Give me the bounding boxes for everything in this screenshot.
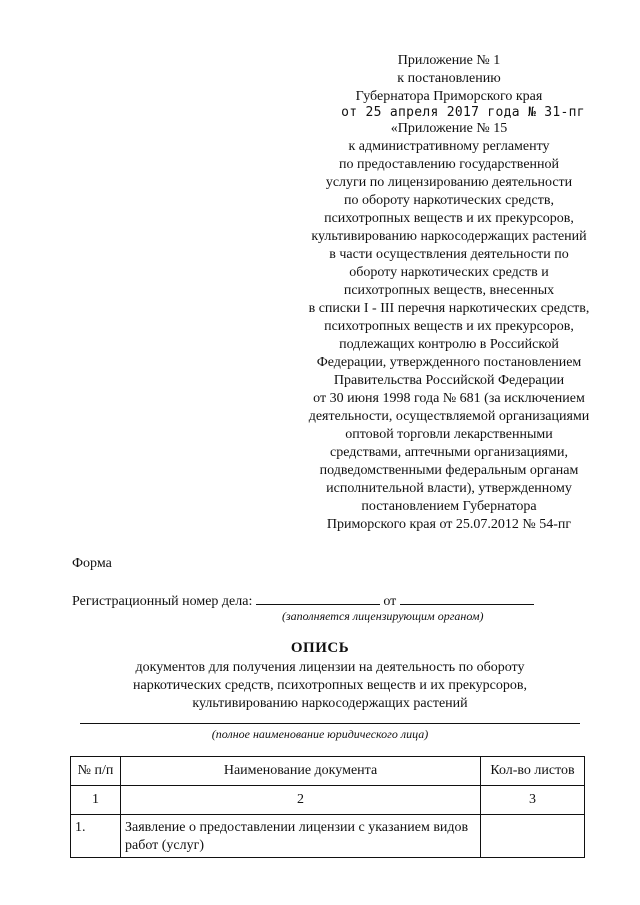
appendix-line: Федерации, утвержденного постановлением [316,355,582,370]
appendix-line: деятельности, осуществляемой организациями [308,409,590,424]
column-number: 1 [71,786,121,815]
appendix-line: в списки I - III перечня наркотических средств, [308,301,590,316]
appendix-line: Приложение № 1 [397,53,501,68]
appendix-line: Правительства Российской Федерации [333,373,565,388]
appendix-line: по обороту наркотических средств, [343,193,554,208]
appendix-line: обороту наркотических средств и [349,265,549,280]
appendix-line: услуги по лицензированию деятельности [325,175,573,190]
appendix-line: Приморского края от 25.07.2012 № 54-пг [326,517,572,532]
row-number: 1. [71,815,121,858]
appendix-line: исполнительной власти), утвержденному [326,481,572,496]
appendix-line: Губернатора Приморского края [355,89,543,104]
registration-from-label: от [383,594,397,609]
registration-note: (заполняется лицензирующим органом) [282,609,484,623]
subtitle-line: культивированию наркосодержащих растений [192,696,468,711]
row-sheet-count[interactable] [481,815,585,858]
organization-name-note: (полное наименование юридического лица) [211,727,429,741]
registration-number-field[interactable] [256,591,380,605]
appendix-line: психотропных веществ и их прекурсоров, [324,319,574,334]
documents-table [70,756,585,858]
column-number: 2 [121,786,481,815]
appendix-line: средствами, аптечными организациями, [330,445,568,460]
column-number: 3 [481,786,585,815]
form-label: Форма [72,556,112,571]
table-header-row [71,757,585,786]
appendix-line: психотропных веществ, внесенных [343,283,555,298]
table-row [71,815,585,858]
header-document-name: Наименование документа [121,757,481,786]
table-numbering-row [71,786,585,815]
appendix-line: постановлением Губернатора [361,499,537,514]
appendix-line: к административному регламенту [348,139,550,154]
subtitle-line: документов для получения лицензии на деятельность по обороту [135,660,525,675]
appendix-line: от 30 июня 1998 года № 681 (за исключением [313,391,585,406]
row-document-name: Заявление о предоставлении лицензии с указанием видов работ (услуг) [121,815,481,858]
subtitle-line: наркотических средств, психотропных веществ и их прекурсоров, [133,678,527,693]
registration-line [72,591,534,610]
appendix-line: культивированию наркосодержащих растений [311,229,587,244]
appendix-line: психотропных веществ и их прекурсоров, [324,211,574,226]
header-sheet-count: Кол-во листов [481,757,585,786]
appendix-line: к постановлению [397,71,501,86]
organization-name-field[interactable] [80,723,580,724]
appendix-line: оптовой торговли лекарственными [345,427,553,442]
appendix-line: по предоставлению государственной [338,157,560,172]
registration-date-field[interactable] [400,591,534,605]
appendix-line: подведомственными федеральным органам [319,463,579,478]
appendix-date-stamp: от 25 апреля 2017 года № 31-пг [341,105,585,120]
appendix-line: в части осуществления деятельности по [329,247,569,262]
registration-label: Регистрационный номер дела: [72,594,253,609]
header-number: № п/п [71,757,121,786]
appendix-block [262,52,636,534]
document-title: ОПИСЬ [290,640,350,656]
appendix-line: «Приложение № 15 [390,121,508,136]
appendix-line: подлежащих контролю в Российской [339,337,559,352]
document-subtitle [90,659,570,713]
